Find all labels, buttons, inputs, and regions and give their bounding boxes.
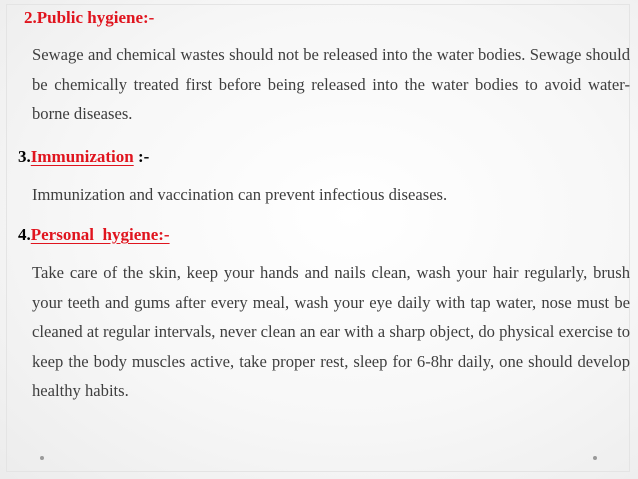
footer-dot-left bbox=[40, 456, 44, 460]
personal-hygiene-text: Take care of the skin, keep your hands and nails clean, wash your hair regularly, brush your teeth and gums after every meal, wash your eye daily with tap water, nose must be cleaned at regular intervals, never clean an ear with a sharp object, do physical exercise to keep the body muscles active, take proper rest, sleep for 6-8hr daily, one should develop healthy habits. bbox=[32, 263, 630, 400]
personal-hygiene-number: 4. bbox=[18, 225, 31, 244]
immunization-suffix: :- bbox=[133, 147, 150, 166]
public-hygiene-title: 2.Public hygiene:- bbox=[24, 8, 155, 27]
public-hygiene-heading bbox=[24, 8, 154, 28]
personal-hygiene-heading bbox=[18, 225, 170, 245]
public-hygiene-text: Sewage and chemical wastes should not be released into the water bodies. Sewage should be chemically treated first before being released into the water bodies to avoid water-borne diseases. bbox=[32, 45, 630, 123]
immunization-title: Immunization bbox=[30, 147, 134, 166]
footer-dot-right bbox=[593, 456, 597, 460]
personal-hygiene-title: Personal hygiene:- bbox=[30, 225, 170, 244]
immunization-text: Immunization and vaccination can prevent infectious diseases. bbox=[32, 185, 448, 204]
immunization-number: 3. bbox=[18, 147, 31, 166]
immunization-heading bbox=[18, 147, 149, 167]
